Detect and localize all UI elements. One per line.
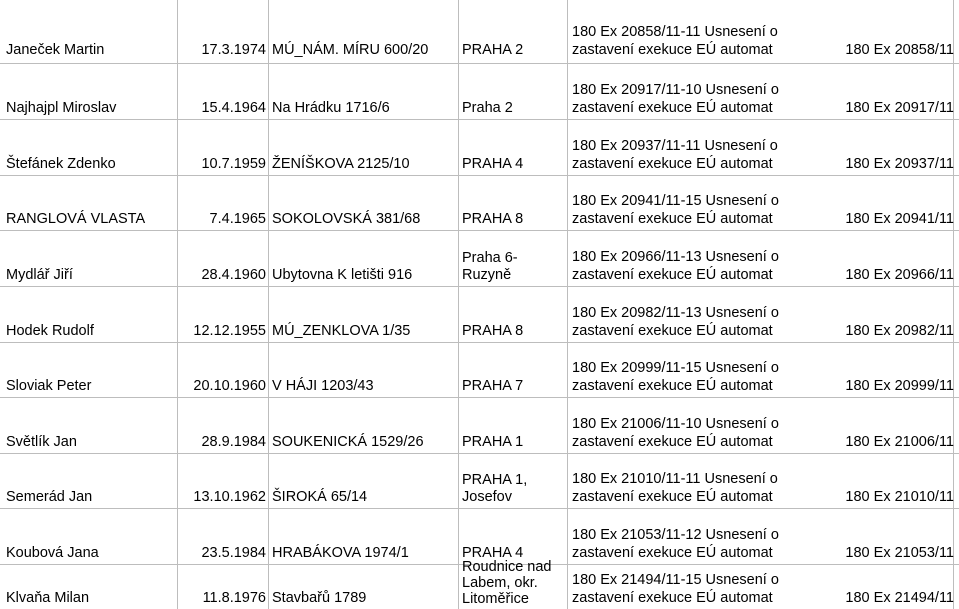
name-text: Štefánek Zdenko: [6, 156, 116, 172]
description-text: 180 Ex 21006/11-10 Usnesení o zastavení exekuce EÚ automat: [572, 416, 779, 450]
table-row: [0, 286, 959, 342]
date-text: 20.10.1960: [193, 378, 266, 394]
city-cell[interactable]: [462, 453, 566, 508]
reference-text: 180 Ex 21494/11: [845, 590, 954, 606]
name-cell[interactable]: [6, 63, 176, 119]
address-text: SOKOLOVSKÁ 381/68: [272, 211, 421, 227]
date-cell[interactable]: [180, 342, 266, 397]
name-text: Janeček Martin: [6, 42, 105, 58]
city-text: PRAHA 1: [462, 434, 524, 450]
city-text: PRAHA 4: [462, 545, 524, 561]
table-row: [0, 175, 959, 230]
description-text: 180 Ex 20941/11-15 Usnesení o zastavení exekuce EÚ automat: [572, 193, 779, 227]
address-cell[interactable]: [272, 286, 456, 342]
name-text: Klvaňa Milan: [6, 590, 90, 606]
date-text: 28.4.1960: [201, 267, 266, 283]
name-text: Najhajpl Miroslav: [6, 100, 117, 116]
description-cell[interactable]: [572, 453, 834, 508]
address-cell[interactable]: [272, 230, 456, 286]
description-text: 180 Ex 20858/11-11 Usnesení o zastavení exekuce EÚ automat: [572, 24, 778, 58]
table-row: [0, 230, 959, 286]
description-cell[interactable]: [572, 119, 834, 175]
description-cell[interactable]: [572, 564, 834, 609]
reference-cell[interactable]: [836, 119, 954, 175]
table-row: [0, 453, 959, 508]
city-cell[interactable]: [462, 342, 566, 397]
reference-text: 180 Ex 20941/11: [845, 211, 954, 227]
reference-cell[interactable]: [836, 453, 954, 508]
name-cell[interactable]: [6, 453, 176, 508]
reference-text: 180 Ex 20999/11: [845, 378, 954, 394]
name-cell[interactable]: [6, 286, 176, 342]
city-cell[interactable]: [462, 559, 566, 609]
address-text: HRABÁKOVA 1974/1: [272, 545, 409, 561]
date-text: 12.12.1955: [193, 323, 266, 339]
city-text: Praha 2: [462, 100, 513, 116]
city-text: PRAHA 1, Josefov: [462, 472, 528, 505]
description-cell[interactable]: [572, 175, 834, 230]
description-cell[interactable]: [572, 508, 834, 564]
table-row: [0, 397, 959, 453]
city-cell[interactable]: [462, 63, 566, 119]
city-cell[interactable]: [462, 0, 566, 61]
address-text: Stavbařů 1789: [272, 590, 367, 606]
name-text: RANGLOVÁ VLASTA: [6, 211, 146, 227]
name-cell[interactable]: [6, 119, 176, 175]
description-cell[interactable]: [572, 342, 834, 397]
name-cell[interactable]: [6, 0, 176, 61]
name-cell[interactable]: [6, 397, 176, 453]
city-cell[interactable]: [462, 286, 566, 342]
address-cell[interactable]: [272, 63, 456, 119]
city-cell[interactable]: [462, 175, 566, 230]
reference-cell[interactable]: [836, 286, 954, 342]
description-cell[interactable]: [572, 286, 834, 342]
description-cell[interactable]: [572, 63, 834, 119]
reference-cell[interactable]: [836, 63, 954, 119]
description-text: 180 Ex 21010/11-11 Usnesení o zastavení exekuce EÚ automat: [572, 471, 778, 505]
table-row: [0, 0, 959, 61]
description-text: 180 Ex 20999/11-15 Usnesení o zastavení exekuce EÚ automat: [572, 360, 779, 394]
reference-text: 180 Ex 20966/11: [845, 267, 954, 283]
address-text: MÚ_ZENKLOVA 1/35: [272, 323, 411, 339]
date-text: 28.9.1984: [201, 434, 266, 450]
address-text: MÚ_NÁM. MÍRU 600/20: [272, 42, 429, 58]
name-text: Koubová Jana: [6, 545, 99, 561]
date-cell[interactable]: [180, 230, 266, 286]
description-cell[interactable]: [572, 230, 834, 286]
reference-text: 180 Ex 21006/11: [845, 434, 954, 450]
city-text: PRAHA 8: [462, 211, 524, 227]
address-text: Na Hrádku 1716/6: [272, 100, 390, 116]
date-text: 23.5.1984: [201, 545, 266, 561]
description-text: 180 Ex 20917/11-10 Usnesení o zastavení exekuce EÚ automat: [572, 82, 779, 116]
city-cell[interactable]: [462, 119, 566, 175]
city-text: PRAHA 2: [462, 42, 524, 58]
city-cell[interactable]: [462, 230, 566, 286]
city-cell[interactable]: [462, 397, 566, 453]
reference-text: 180 Ex 20937/11: [845, 156, 954, 172]
reference-text: 180 Ex 20982/11: [845, 323, 954, 339]
name-text: Hodek Rudolf: [6, 323, 94, 339]
date-cell[interactable]: [180, 119, 266, 175]
city-text: PRAHA 8: [462, 323, 524, 339]
reference-cell[interactable]: [836, 230, 954, 286]
table-row: [0, 342, 959, 397]
date-text: 11.8.1976: [202, 590, 266, 606]
date-text: 10.7.1959: [201, 156, 266, 172]
address-cell[interactable]: [272, 508, 456, 564]
address-cell[interactable]: [272, 564, 456, 609]
city-text: PRAHA 4: [462, 156, 524, 172]
name-cell[interactable]: [6, 508, 176, 564]
table-row: [0, 63, 959, 119]
name-cell[interactable]: [6, 230, 176, 286]
name-text: Světlík Jan: [6, 434, 77, 450]
date-cell[interactable]: [180, 564, 266, 609]
address-cell[interactable]: [272, 119, 456, 175]
reference-cell[interactable]: [836, 564, 954, 609]
reference-cell[interactable]: [836, 342, 954, 397]
address-cell[interactable]: [272, 0, 456, 61]
description-text: 180 Ex 20966/11-13 Usnesení o zastavení exekuce EÚ automat: [572, 249, 779, 283]
reference-text: 180 Ex 20858/11: [845, 42, 954, 58]
date-text: 15.4.1964: [201, 100, 266, 116]
address-text: V HÁJI 1203/43: [272, 378, 374, 394]
description-cell[interactable]: [572, 0, 834, 61]
address-text: Ubytovna K letišti 916: [272, 267, 413, 283]
name-cell[interactable]: [6, 342, 176, 397]
name-text: Sloviak Peter: [6, 378, 92, 394]
city-cell[interactable]: [462, 508, 566, 564]
description-text: 180 Ex 20937/11-11 Usnesení o zastavení exekuce EÚ automat: [572, 138, 778, 172]
name-cell[interactable]: [6, 175, 176, 230]
address-cell[interactable]: [272, 453, 456, 508]
description-text: 180 Ex 21053/11-12 Usnesení o zastavení exekuce EÚ automat: [572, 527, 779, 561]
address-text: SOUKENICKÁ 1529/26: [272, 434, 424, 450]
date-cell[interactable]: [180, 0, 266, 61]
name-text: Semerád Jan: [6, 489, 93, 505]
city-text: Roudnice nad Labem, okr. Litoměřice: [462, 559, 552, 607]
city-text: PRAHA 7: [462, 378, 524, 394]
address-text: ŽENÍŠKOVA 2125/10: [272, 156, 410, 172]
date-text: 13.10.1962: [193, 489, 266, 505]
reference-cell[interactable]: [836, 397, 954, 453]
address-text: ŠIROKÁ 65/14: [272, 489, 368, 505]
date-cell[interactable]: [180, 397, 266, 453]
date-cell[interactable]: [180, 175, 266, 230]
address-cell[interactable]: [272, 397, 456, 453]
name-text: Mydlář Jiří: [6, 267, 73, 283]
table-row: [0, 508, 959, 564]
reference-cell[interactable]: [836, 0, 954, 61]
table-row: [0, 559, 959, 609]
city-text: Praha 6- Ruzyně: [462, 250, 518, 283]
reference-text: 180 Ex 21053/11: [845, 545, 954, 561]
date-cell[interactable]: [180, 453, 266, 508]
address-cell[interactable]: [272, 342, 456, 397]
description-text: 180 Ex 21494/11-15 Usnesení o zastavení exekuce EÚ automat: [572, 572, 779, 606]
date-cell[interactable]: [180, 508, 266, 564]
date-text: 7.4.1965: [209, 211, 266, 227]
date-text: 17.3.1974: [201, 42, 266, 58]
table-row: [0, 119, 959, 175]
description-cell[interactable]: [572, 397, 834, 453]
reference-cell[interactable]: [836, 508, 954, 564]
reference-cell[interactable]: [836, 175, 954, 230]
reference-text: 180 Ex 21010/11: [845, 489, 954, 505]
address-cell[interactable]: [272, 175, 456, 230]
date-cell[interactable]: [180, 63, 266, 119]
date-cell[interactable]: [180, 286, 266, 342]
reference-text: 180 Ex 20917/11: [845, 100, 954, 116]
name-cell[interactable]: [6, 564, 176, 609]
description-text: 180 Ex 20982/11-13 Usnesení o zastavení exekuce EÚ automat: [572, 305, 779, 339]
